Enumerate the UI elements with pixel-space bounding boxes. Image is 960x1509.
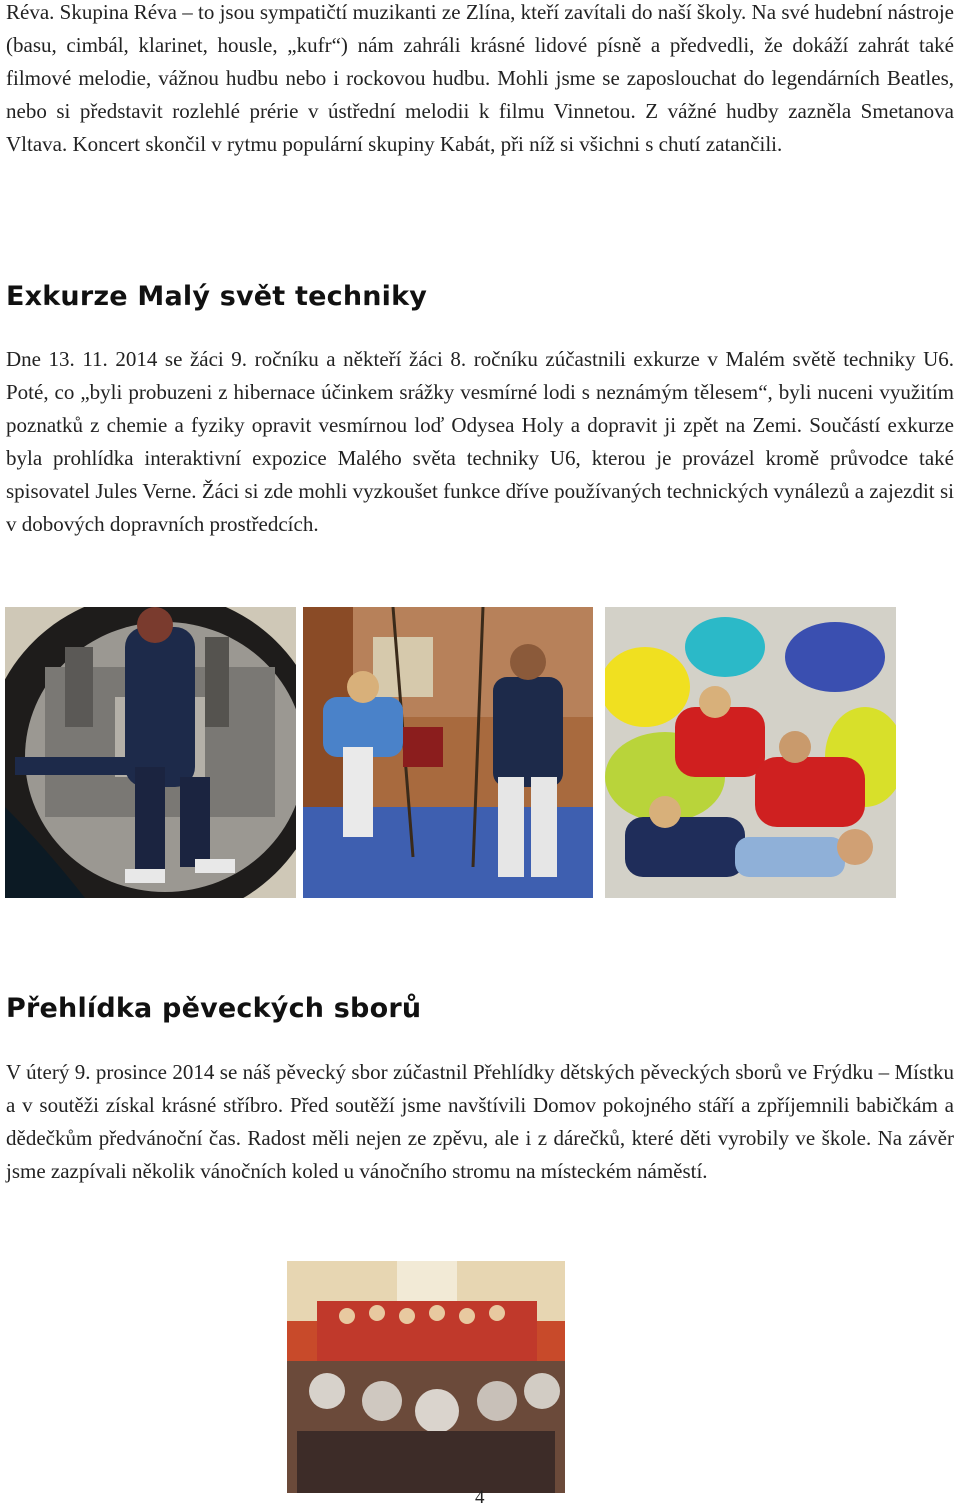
photo-bean-bags xyxy=(605,607,896,898)
section-heading-exkurze: Exkurze Malý svět techniky xyxy=(6,281,428,312)
photo-circle-picture xyxy=(5,607,296,898)
intro-paragraph: Réva. Skupina Réva – to jsou sympatičtí muzikanti ze Zlína, kteří zavítali do naší školy. Na své hudební nástroje (basu, cimbál, klarinet, housle, „kufr“) nám zahráli krásné lidové písně a předvedli, že dokáží zahrát také filmové melodie, vážnou hudbu nebo i rockovou hudbu. Mohli jsme se zaposlouchat do legendárních Beatles, nebo si představit rozlehlé prérie v ústřední melodii k filmu Vinnetou. Z vážné hudby zazněla Smetanova Vltava. Koncert skončil v rytmu populární skupiny Kabát, při níž si všichni s chutí zatančili. xyxy=(6,0,954,156)
prehlidka-paragraph: V úterý 9. prosince 2014 se náš pěvecký sbor zúčastnil Přehlídky dětských pěveckých sborů ve Frýdku – Místku a v soutěži získal krásné stříbro. Před soutěží jsme navštívili Domov pokojného stáří a zpříjemnili babičkám a dědečkům předvánoční čas. Radost měli nejen ze zpěvu, ale i z dárečků, které děti vyrobily ve škole. Na závěr jsme zazpívali několik vánočních koled u vánočního stromu na místeckém náměstí. xyxy=(6,1060,954,1183)
photo-choir-performance xyxy=(287,1261,565,1493)
exkurze-paragraph: Dne 13. 11. 2014 se žáci 9. ročníku a někteří žáci 8. ročníku zúčastnili exkurze v Malém světě techniky U6. Poté, co „byli probuzeni z hibernace účinkem srážky vesmírné lodi s neznámým tělesem“, byli nuceni využitím poznatků z chemie a fyziky opravit vesmírnou loď Odysea Holy a dopravit ji zpět na Zemi. Součástí exkurze byla prohlídka interaktivní expozice Malého světa techniky U6, kterou je provázel kromě průvodce také spisovatel Jules Verne. Žáci si zde mohli vyzkoušet funkce dříve používaných technických vynálezů a zajezdit si v dobových dopravních prostředcích. xyxy=(6,347,954,536)
photo-rope-climbing xyxy=(303,607,593,898)
page-number: 4 xyxy=(475,1487,485,1508)
section-heading-prehlidka: Přehlídka pěveckých sborů xyxy=(6,993,422,1024)
